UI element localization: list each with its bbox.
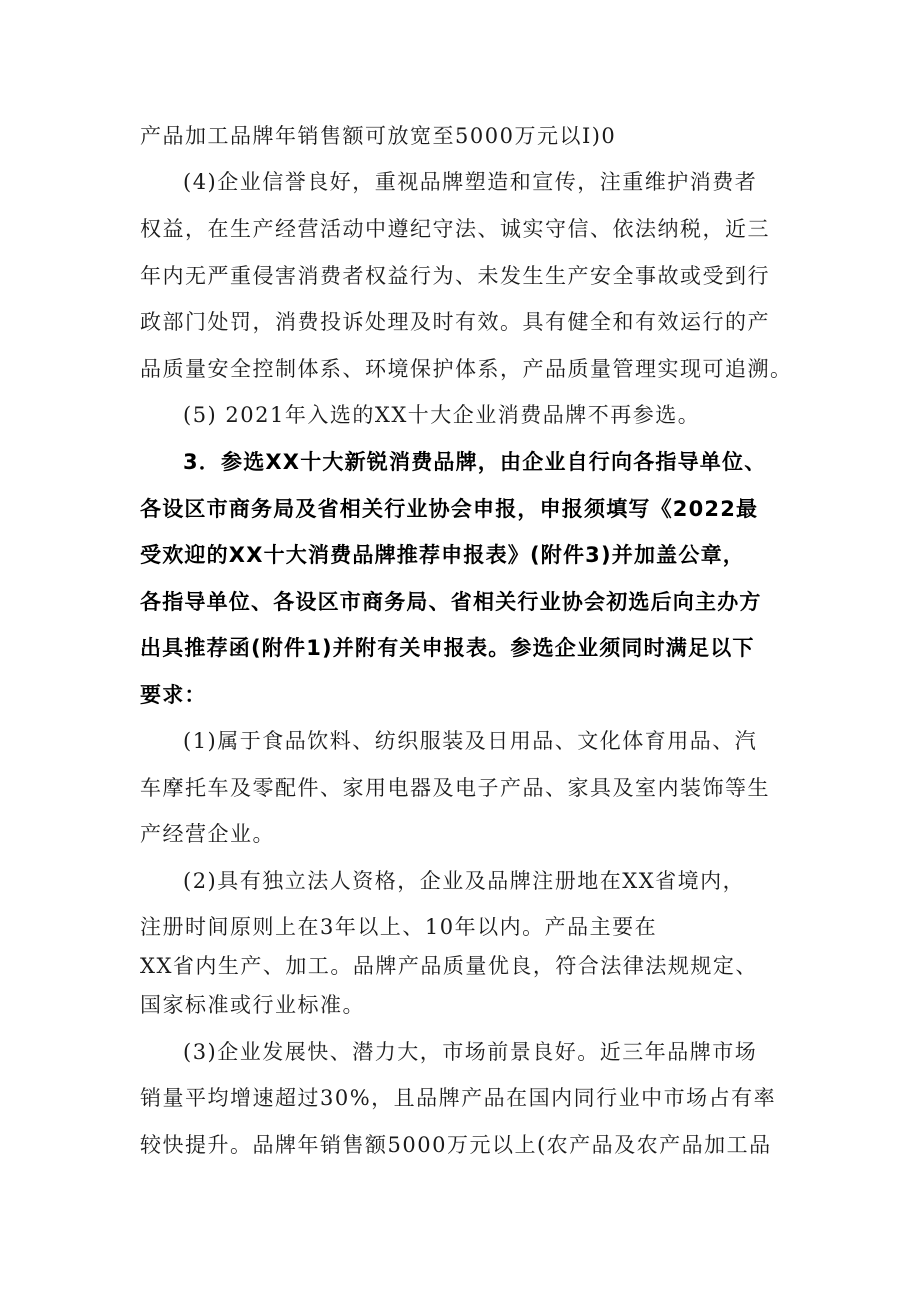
text-line: (4)企业信誉良好，重视品牌塑造和宣传，注重维护消费者 xyxy=(183,170,758,194)
text-line: (3)企业发展快、潜力大，市场前景良好。近三年品牌市场 xyxy=(183,1040,758,1064)
text-line: 较快提升。品牌年销售额5000万元以上(农产品及农产品加工品 xyxy=(140,1133,772,1157)
text-line: (5) 2021年入选的XX十大企业消费品牌不再参选。 xyxy=(183,403,701,427)
text-line: (1)属于食品饮料、纺织服装及日用品、文化体育用品、汽 xyxy=(183,729,758,753)
bold-text-line: 出具推荐函(附件1)并附有关申报表。参选企业须同时满足以下 xyxy=(140,636,755,660)
text-line: 注册时间原则上在3年以上、10年以内。产品主要在 xyxy=(140,915,658,939)
bold-text-line: 各指导单位、各设区市商务局、省相关行业协会初选后向主办方 xyxy=(140,590,762,614)
bold-text-line: 各设区市商务局及省相关行业协会申报，申报须填写《2022最 xyxy=(140,497,759,521)
bold-text-line: 受欢迎的XX十大消费品牌推荐申报表》(附件3)并加盖公章， xyxy=(140,543,745,567)
text-line: XX省内生产、加工。品牌产品质量优良，符合法律法规规定、 xyxy=(140,954,758,978)
bold-text-line: 要求： xyxy=(140,683,207,707)
text-line: 国家标准或行业标准。 xyxy=(140,993,365,1017)
text-line: 政部门处罚，消费投诉处理及时有效。具有健全和有效运行的产 xyxy=(140,310,770,334)
text-line: 权益，在生产经营活动中遵纪守法、诚实守信、依法纳税，近三 xyxy=(140,217,770,241)
text-line: 车摩托车及零配件、家用电器及电子产品、家具及室内装饰等生 xyxy=(140,776,770,800)
text-line: 产经营企业。 xyxy=(140,822,275,846)
bold-text-line: 3．参选XX十大新锐消费品牌，由企业自行向各指导单位、 xyxy=(183,450,767,474)
text-line: 年内无严重侵害消费者权益行为、未发生生产安全事故或受到行 xyxy=(140,264,770,288)
text-line: (2)具有独立法人资格，企业及品牌注册地在XX省境内， xyxy=(183,869,746,893)
text-line: 产品加工品牌年销售额可放宽至5000万元以I)0 xyxy=(140,124,617,148)
text-line: 销量平均增速超过30%，且品牌产品在国内同行业中市场占有率 xyxy=(140,1086,777,1110)
text-line: 品质量安全控制体系、环境保护体系，产品质量管理实现可追溯。 xyxy=(140,357,793,381)
